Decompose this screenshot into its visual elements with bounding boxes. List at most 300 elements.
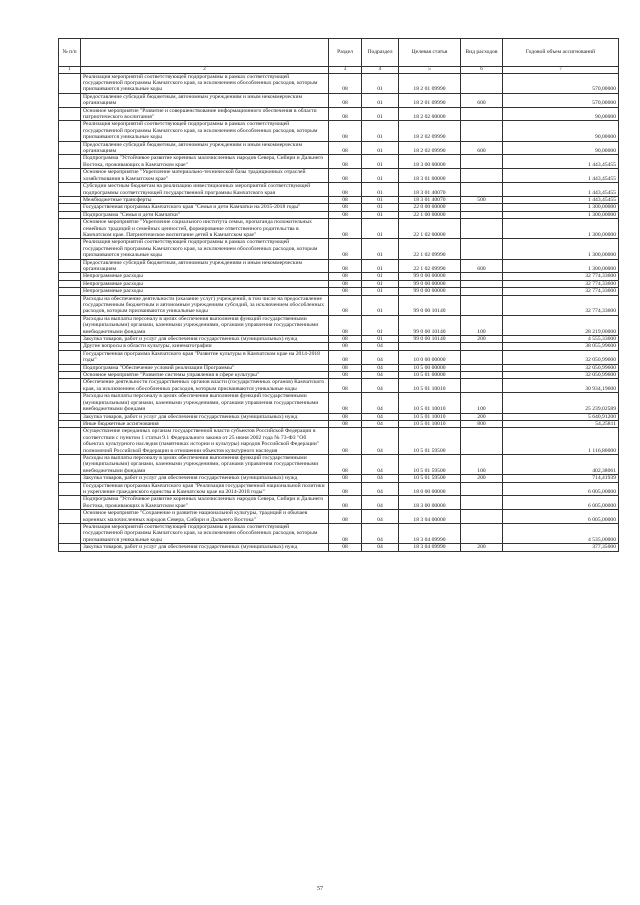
target-article-code: 18 0 00 00000 bbox=[399, 482, 461, 496]
expense-type-code bbox=[461, 211, 503, 218]
target-article-code: 18 2 01 09990 bbox=[399, 73, 461, 93]
target-article-code: 99 0 00 10140 bbox=[399, 295, 461, 315]
expense-name: Межбюджетные трансферты bbox=[81, 196, 329, 203]
expense-name: Основное мероприятие "Укрепление материально-технической базы традиционных отраслей хозяйствования в Камчатском крае" bbox=[81, 169, 329, 183]
podrazdel-code: 01 bbox=[362, 169, 399, 183]
podrazdel-code: 04 bbox=[362, 413, 399, 420]
column-number: 7 bbox=[503, 67, 619, 74]
expense-name: Другие вопросы в области культуры, кинематографии bbox=[81, 343, 329, 350]
row-number bbox=[59, 196, 81, 203]
podrazdel-code: 01 bbox=[362, 219, 399, 239]
header-sum: Годовой объем ассигнований bbox=[503, 39, 619, 67]
expense-name: Подпрограмма "Устойчивое развитие коренных малочисленных народов Севера, Сибири и Дальнего Востока, проживающих в Камчатском крае" bbox=[81, 496, 329, 510]
budget-table bbox=[58, 38, 619, 552]
table-row bbox=[59, 259, 619, 273]
table-row bbox=[59, 73, 619, 93]
table-row bbox=[59, 524, 619, 544]
row-number bbox=[59, 93, 81, 107]
expense-type-code: 100 bbox=[461, 393, 503, 413]
podrazdel-code: 01 bbox=[362, 183, 399, 197]
expense-type-code bbox=[461, 219, 503, 239]
expense-type-code bbox=[461, 155, 503, 169]
target-article-code: 18 3 04 00000 bbox=[399, 510, 461, 524]
row-number bbox=[59, 524, 81, 544]
row-number bbox=[59, 420, 81, 427]
table-row bbox=[59, 428, 619, 455]
expense-name: Предоставление субсидий бюджетным, автономным учреждениям и иным некоммерческим организациям bbox=[81, 259, 329, 273]
row-number bbox=[59, 350, 81, 364]
podrazdel-code: 01 bbox=[362, 315, 399, 335]
podrazdel-code: 01 bbox=[362, 211, 399, 218]
expense-name: Непрограммные расходы bbox=[81, 273, 329, 280]
razdel-code: 08 bbox=[329, 336, 362, 343]
expense-name: Государственная программа Камчатского края "Семья и дети Камчатки на 2015-2018 годы" bbox=[81, 204, 329, 211]
razdel-code: 08 bbox=[329, 364, 362, 371]
expense-type-code bbox=[461, 239, 503, 259]
razdel-code: 08 bbox=[329, 544, 362, 551]
expense-type-code bbox=[461, 364, 503, 371]
target-article-code: 18 2 02 00000 bbox=[399, 107, 461, 121]
row-number bbox=[59, 454, 81, 474]
table-row bbox=[59, 379, 619, 393]
expense-name: Реализация мероприятий соответствующей подпрограммы в рамках соответствующей государственной программы Камчатского края, за исключением обособленных расходов, которым присваиваются уникальные коды bbox=[81, 524, 329, 544]
razdel-code: 08 bbox=[329, 219, 362, 239]
expense-type-code bbox=[461, 350, 503, 364]
expense-type-code bbox=[461, 121, 503, 141]
row-number bbox=[59, 155, 81, 169]
row-number bbox=[59, 475, 81, 482]
table-row bbox=[59, 196, 619, 203]
podrazdel-code: 01 bbox=[362, 73, 399, 93]
podrazdel-code: 01 bbox=[362, 121, 399, 141]
row-number bbox=[59, 204, 81, 211]
allocation-amount: 25 239,02589 bbox=[503, 393, 619, 413]
allocation-amount: 1 116,80000 bbox=[503, 428, 619, 455]
expense-name: Основное мероприятие "Укрепление социального института семьи, пропаганда положительных семейных традиций и семейных ценностей, формирование ответственного родительства в Камчатском крае. Патриотическое воспитание детей в Камчатском крае" bbox=[81, 219, 329, 239]
podrazdel-code: 04 bbox=[362, 350, 399, 364]
expense-type-code bbox=[461, 510, 503, 524]
table-row bbox=[59, 315, 619, 335]
expense-type-code bbox=[461, 73, 503, 93]
podrazdel-code: 04 bbox=[362, 364, 399, 371]
row-number bbox=[59, 428, 81, 455]
expense-type-code bbox=[461, 169, 503, 183]
expense-type-code bbox=[461, 428, 503, 455]
row-number bbox=[59, 280, 81, 287]
expense-type-code: 100 bbox=[461, 454, 503, 474]
row-number bbox=[59, 336, 81, 343]
table-row bbox=[59, 420, 619, 427]
expense-name: Расходы на выплаты персоналу в целях обеспечения выполнения функций государственными (муниципальными) органами, казенными учреждениями, органами управления государственными внебюджетными фондами bbox=[81, 315, 329, 335]
allocation-amount: 32 774,33600 bbox=[503, 280, 619, 287]
row-number bbox=[59, 211, 81, 218]
table-row bbox=[59, 475, 619, 482]
table-row bbox=[59, 510, 619, 524]
table-row bbox=[59, 413, 619, 420]
allocation-amount: 32 774,33600 bbox=[503, 295, 619, 315]
podrazdel-code: 04 bbox=[362, 482, 399, 496]
expense-name: Субсидии местным бюджетам на реализацию инвестиционных мероприятий соответствующей подпрограммы соответствующей государственной программы Камчатского края bbox=[81, 183, 329, 197]
expense-type-code: 600 bbox=[461, 141, 503, 155]
razdel-code: 08 bbox=[329, 239, 362, 259]
allocation-amount: 28 219,00000 bbox=[503, 315, 619, 335]
header-podrazdel: Подраздел bbox=[362, 39, 399, 67]
expense-name: Подпрограмма "Устойчивое развитие коренных малочисленных народов Севера, Сибири и Дальнего Востока, проживающих в Камчатском крае" bbox=[81, 155, 329, 169]
row-number bbox=[59, 259, 81, 273]
table-row bbox=[59, 121, 619, 141]
expense-type-code: 200 bbox=[461, 544, 503, 551]
target-article-code bbox=[399, 343, 461, 350]
target-article-code: 18 3 00 00000 bbox=[399, 496, 461, 510]
expense-name: Расходы на выплаты персоналу в целях обеспечения выполнения функций государственными (муниципальными) органами, казенными учреждениями, органами управления государственными внебюджетными фондами bbox=[81, 454, 329, 474]
podrazdel-code: 04 bbox=[362, 496, 399, 510]
razdel-code: 08 bbox=[329, 393, 362, 413]
target-article-code: 99 0 00 00000 bbox=[399, 273, 461, 280]
target-article-code: 99 0 00 10140 bbox=[399, 315, 461, 335]
target-article-code: 99 0 00 00000 bbox=[399, 288, 461, 295]
expense-type-code bbox=[461, 204, 503, 211]
expense-type-code: 200 bbox=[461, 336, 503, 343]
expense-type-code bbox=[461, 295, 503, 315]
table-row bbox=[59, 482, 619, 496]
podrazdel-code: 04 bbox=[362, 454, 399, 474]
allocation-amount: 1 443,45455 bbox=[503, 196, 619, 203]
row-number bbox=[59, 169, 81, 183]
expense-name: Основное мероприятие "Сохранение и развитие национальной культуры, традиций и обычаев коренных малочисленных народов Севера, Сибири и Дальнего Востока" bbox=[81, 510, 329, 524]
expense-name: Государственная программа Камчатского края "Развитие культуры в Камчатском крае на 2014-2018 годы" bbox=[81, 350, 329, 364]
podrazdel-code: 01 bbox=[362, 93, 399, 107]
allocation-amount: 32 050,99600 bbox=[503, 372, 619, 379]
column-number-row bbox=[59, 67, 619, 74]
expense-name: Реализация мероприятий соответствующей подпрограммы в рамках соответствующей государственной программы Камчатского края, за исключением обособленных расходов, которым присваиваются уникальные коды bbox=[81, 73, 329, 93]
expense-type-code bbox=[461, 372, 503, 379]
allocation-amount: 1 443,45455 bbox=[503, 155, 619, 169]
table-header bbox=[59, 39, 619, 74]
podrazdel-code: 01 bbox=[362, 295, 399, 315]
expense-name: Государственная программа Камчатского края "Реализация государственной национальной политики и укрепление гражданского единства в Камчатском крае на 2014-2018 годы" bbox=[81, 482, 329, 496]
column-number: 4 bbox=[362, 67, 399, 74]
allocation-amount: 32 050,99600 bbox=[503, 350, 619, 364]
razdel-code: 08 bbox=[329, 343, 362, 350]
row-number bbox=[59, 73, 81, 93]
expense-type-code: 200 bbox=[461, 475, 503, 482]
expense-name: Непрограммные расходы bbox=[81, 288, 329, 295]
expense-name: Предоставление субсидий бюджетным, автономным учреждениям и иным некоммерческим организациям bbox=[81, 93, 329, 107]
table-row bbox=[59, 544, 619, 551]
row-number bbox=[59, 295, 81, 315]
razdel-code: 08 bbox=[329, 196, 362, 203]
razdel-code: 08 bbox=[329, 273, 362, 280]
razdel-code: 08 bbox=[329, 211, 362, 218]
razdel-code: 08 bbox=[329, 350, 362, 364]
target-article-code: 18 3 01 40070 bbox=[399, 183, 461, 197]
expense-type-code bbox=[461, 183, 503, 197]
expense-type-code bbox=[461, 107, 503, 121]
row-number bbox=[59, 141, 81, 155]
podrazdel-code: 04 bbox=[362, 524, 399, 544]
expense-type-code bbox=[461, 379, 503, 393]
table-row bbox=[59, 336, 619, 343]
target-article-code: 10 5 01 59500 bbox=[399, 428, 461, 455]
allocation-amount: 1 300,00000 bbox=[503, 211, 619, 218]
allocation-amount: 1 443,45455 bbox=[503, 183, 619, 197]
target-article-code: 22 1 02 09990 bbox=[399, 259, 461, 273]
table-row bbox=[59, 372, 619, 379]
expense-name: Непрограммные расходы bbox=[81, 280, 329, 287]
target-article-code: 18 3 01 00000 bbox=[399, 169, 461, 183]
podrazdel-code: 01 bbox=[362, 239, 399, 259]
table-row bbox=[59, 169, 619, 183]
table-row bbox=[59, 239, 619, 259]
podrazdel-code: 04 bbox=[362, 475, 399, 482]
podrazdel-code: 04 bbox=[362, 544, 399, 551]
row-number bbox=[59, 219, 81, 239]
row-number bbox=[59, 510, 81, 524]
expense-type-code: 200 bbox=[461, 413, 503, 420]
razdel-code: 08 bbox=[329, 280, 362, 287]
table-row bbox=[59, 393, 619, 413]
header-vr: Вид расходов bbox=[461, 39, 503, 67]
razdel-code: 08 bbox=[329, 288, 362, 295]
row-number bbox=[59, 364, 81, 371]
row-number bbox=[59, 496, 81, 510]
expense-type-code bbox=[461, 496, 503, 510]
podrazdel-code: 04 bbox=[362, 393, 399, 413]
expense-name: Закупка товаров, работ и услуг для обеспечения государственных (муниципальных) нужд bbox=[81, 413, 329, 420]
razdel-code: 08 bbox=[329, 315, 362, 335]
razdel-code: 08 bbox=[329, 379, 362, 393]
expense-type-code bbox=[461, 482, 503, 496]
row-number bbox=[59, 239, 81, 259]
podrazdel-code: 04 bbox=[362, 372, 399, 379]
expense-type-code bbox=[461, 288, 503, 295]
allocation-amount: 6 005,00000 bbox=[503, 496, 619, 510]
podrazdel-code: 01 bbox=[362, 280, 399, 287]
expense-name: Реализация мероприятий соответствующей подпрограммы в рамках соответствующей государственной программы Камчатского края, за исключением обособленных расходов, которым присваиваются уникальные коды bbox=[81, 239, 329, 259]
expense-name: Предоставление субсидий бюджетным, автономным учреждениям и иным некоммерческим организациям bbox=[81, 141, 329, 155]
table-row bbox=[59, 204, 619, 211]
expense-name: Расходы на обеспечение деятельности (оказание услуг) учреждений, в том числе на предоставление государственным бюджетным и автономным учреждениям субсидий, за исключением обособленных расходов, которым присваиваются уникальные коды bbox=[81, 295, 329, 315]
column-number: 2 bbox=[81, 67, 329, 74]
razdel-code: 08 bbox=[329, 183, 362, 197]
table-row bbox=[59, 496, 619, 510]
allocation-amount: 6 005,00000 bbox=[503, 510, 619, 524]
expense-name: Расходы на выплаты персоналу в целях обеспечения выполнения функций государственными (муниципальными) органами, казенными учреждениями, органами управления государственными внебюджетными фондами bbox=[81, 393, 329, 413]
row-number bbox=[59, 544, 81, 551]
target-article-code: 18 3 00 00000 bbox=[399, 155, 461, 169]
table-row bbox=[59, 454, 619, 474]
allocation-amount: 570,00000 bbox=[503, 93, 619, 107]
target-article-code: 10 5 00 00000 bbox=[399, 364, 461, 371]
allocation-amount: 570,00000 bbox=[503, 73, 619, 93]
target-article-code: 18 3 04 09990 bbox=[399, 524, 461, 544]
razdel-code: 08 bbox=[329, 420, 362, 427]
razdel-code: 08 bbox=[329, 475, 362, 482]
header-num: № п/п bbox=[59, 39, 81, 67]
podrazdel-code: 04 bbox=[362, 343, 399, 350]
expense-name: Закупка товаров, работ и услуг для обеспечения государственных (муниципальных) нужд bbox=[81, 336, 329, 343]
razdel-code: 08 bbox=[329, 73, 362, 93]
header-razdel: Раздел bbox=[329, 39, 362, 67]
table-row bbox=[59, 93, 619, 107]
razdel-code: 08 bbox=[329, 141, 362, 155]
allocation-amount: 54,25811 bbox=[503, 420, 619, 427]
target-article-code: 99 0 00 10140 bbox=[399, 336, 461, 343]
target-article-code: 22 1 02 09990 bbox=[399, 239, 461, 259]
allocation-amount: 4 535,00000 bbox=[503, 524, 619, 544]
row-number bbox=[59, 372, 81, 379]
podrazdel-code: 01 bbox=[362, 107, 399, 121]
razdel-code: 08 bbox=[329, 413, 362, 420]
allocation-amount: 377,35000 bbox=[503, 544, 619, 551]
column-number: 5 bbox=[399, 67, 461, 74]
allocation-amount: 714,41939 bbox=[503, 475, 619, 482]
expense-type-code: 500 bbox=[461, 196, 503, 203]
target-article-code: 10 5 01 59500 bbox=[399, 475, 461, 482]
header-name bbox=[81, 39, 329, 67]
row-number bbox=[59, 107, 81, 121]
column-number: 3 bbox=[329, 67, 362, 74]
table-row bbox=[59, 273, 619, 280]
target-article-code: 18 2 02 09990 bbox=[399, 141, 461, 155]
expense-name: Основное мероприятие "Развитие системы управления в сфере культуры" bbox=[81, 372, 329, 379]
row-number bbox=[59, 482, 81, 496]
row-number bbox=[59, 379, 81, 393]
row-number bbox=[59, 343, 81, 350]
allocation-amount: 30 934,19600 bbox=[503, 379, 619, 393]
podrazdel-code: 01 bbox=[362, 288, 399, 295]
row-number bbox=[59, 393, 81, 413]
expense-name: Подпрограмма "Обеспечение условий реализации Программы" bbox=[81, 364, 329, 371]
target-article-code: 10 5 01 10010 bbox=[399, 379, 461, 393]
expense-name: Подпрограмма "Семья и дети Камчатки" bbox=[81, 211, 329, 218]
podrazdel-code: 04 bbox=[362, 420, 399, 427]
expense-type-code: 800 bbox=[461, 420, 503, 427]
podrazdel-code: 01 bbox=[362, 336, 399, 343]
row-number bbox=[59, 183, 81, 197]
razdel-code: 08 bbox=[329, 524, 362, 544]
expense-name: Закупка товаров, работ и услуг для обеспечения государственных (муниципальных) нужд bbox=[81, 544, 329, 551]
target-article-code: 10 5 01 59500 bbox=[399, 454, 461, 474]
allocation-amount: 32 774,33600 bbox=[503, 273, 619, 280]
razdel-code: 08 bbox=[329, 428, 362, 455]
podrazdel-code: 01 bbox=[362, 204, 399, 211]
target-article-code: 18 2 02 09990 bbox=[399, 121, 461, 141]
expense-name: Обеспечение деятельности государственных органов власти (государственных органов) Камчатского края, за исключением обособленных расходов, которым присваиваются уникальные коды bbox=[81, 379, 329, 393]
row-number bbox=[59, 288, 81, 295]
razdel-code: 08 bbox=[329, 204, 362, 211]
allocation-amount: 32 774,33600 bbox=[503, 288, 619, 295]
target-article-code: 18 2 01 09990 bbox=[399, 93, 461, 107]
target-article-code: 10 5 01 10010 bbox=[399, 413, 461, 420]
row-number bbox=[59, 273, 81, 280]
podrazdel-code: 04 bbox=[362, 510, 399, 524]
expense-type-code bbox=[461, 524, 503, 544]
razdel-code: 08 bbox=[329, 93, 362, 107]
target-article-code: 10 0 00 00000 bbox=[399, 350, 461, 364]
razdel-code: 08 bbox=[329, 121, 362, 141]
expense-name: Иные бюджетные ассигнования bbox=[81, 420, 329, 427]
allocation-amount: 1 300,00000 bbox=[503, 219, 619, 239]
table-row bbox=[59, 183, 619, 197]
expense-type-code bbox=[461, 343, 503, 350]
razdel-code: 08 bbox=[329, 107, 362, 121]
column-number: 6 bbox=[461, 67, 503, 74]
allocation-amount: 6 005,00000 bbox=[503, 482, 619, 496]
razdel-code: 08 bbox=[329, 259, 362, 273]
expense-name: Реализация мероприятий соответствующей подпрограммы в рамках соответствующей государственной программы Камчатского края, за исключением обособленных расходов, которым присваиваются уникальные коды bbox=[81, 121, 329, 141]
table-row bbox=[59, 141, 619, 155]
allocation-amount: 5 640,91200 bbox=[503, 413, 619, 420]
razdel-code: 08 bbox=[329, 295, 362, 315]
expense-type-code bbox=[461, 273, 503, 280]
allocation-amount: 90,00000 bbox=[503, 141, 619, 155]
table-row bbox=[59, 350, 619, 364]
allocation-amount: 32 050,99600 bbox=[503, 364, 619, 371]
allocation-amount: 1 300,00000 bbox=[503, 259, 619, 273]
allocation-amount: 90,00000 bbox=[503, 107, 619, 121]
page-number: 57 bbox=[317, 886, 323, 892]
podrazdel-code: 01 bbox=[362, 259, 399, 273]
podrazdel-code: 01 bbox=[362, 141, 399, 155]
target-article-code: 18 3 01 40070 bbox=[399, 196, 461, 203]
razdel-code: 08 bbox=[329, 496, 362, 510]
target-article-code: 10 5 01 10010 bbox=[399, 393, 461, 413]
razdel-code: 08 bbox=[329, 372, 362, 379]
table-row bbox=[59, 219, 619, 239]
podrazdel-code: 04 bbox=[362, 428, 399, 455]
razdel-code: 08 bbox=[329, 482, 362, 496]
table-row bbox=[59, 364, 619, 371]
row-number bbox=[59, 315, 81, 335]
table-row bbox=[59, 343, 619, 350]
podrazdel-code: 01 bbox=[362, 155, 399, 169]
target-article-code: 22 0 00 00000 bbox=[399, 204, 461, 211]
table-row bbox=[59, 107, 619, 121]
expense-type-code: 600 bbox=[461, 93, 503, 107]
expense-name: Закупка товаров, работ и услуг для обеспечения государственных (муниципальных) нужд bbox=[81, 475, 329, 482]
table-row bbox=[59, 280, 619, 287]
allocation-amount: 1 300,00000 bbox=[503, 239, 619, 259]
target-article-code: 22 1 00 00000 bbox=[399, 211, 461, 218]
podrazdel-code: 01 bbox=[362, 273, 399, 280]
target-article-code: 18 3 04 09990 bbox=[399, 544, 461, 551]
podrazdel-code: 01 bbox=[362, 196, 399, 203]
expense-name: Осуществление переданных органам государственной власти субъектов Российской Федерации в соответствии с пунктом 1 статьи 9.1 Федерального закона от 25 июня 2002 года № 73-ФЗ "Об объектах культурного наследия (памятниках истории и культуры) народов Российской Федерации" полномочий Российской Федерации в отношении объектов культурного наследия bbox=[81, 428, 329, 455]
table-body bbox=[59, 73, 619, 551]
expense-type-code: 600 bbox=[461, 259, 503, 273]
table-row bbox=[59, 211, 619, 218]
allocation-amount: 90,00000 bbox=[503, 121, 619, 141]
allocation-amount: 4 555,33600 bbox=[503, 336, 619, 343]
column-number: 1 bbox=[59, 67, 81, 74]
target-article-code: 22 1 02 00000 bbox=[399, 219, 461, 239]
header-csr: Целевая статья bbox=[399, 39, 461, 67]
razdel-code: 08 bbox=[329, 169, 362, 183]
allocation-amount: 1 443,45455 bbox=[503, 169, 619, 183]
row-number bbox=[59, 413, 81, 420]
table-row bbox=[59, 295, 619, 315]
row-number bbox=[59, 121, 81, 141]
expense-type-code: 100 bbox=[461, 315, 503, 335]
expense-name: Основное мероприятие "Развитие и совершенствование информационного обеспечения в области патриотического воспитания" bbox=[81, 107, 329, 121]
allocation-amount: 402,38061 bbox=[503, 454, 619, 474]
razdel-code: 08 bbox=[329, 454, 362, 474]
target-article-code: 10 5 01 00000 bbox=[399, 372, 461, 379]
expense-type-code bbox=[461, 280, 503, 287]
table-row bbox=[59, 288, 619, 295]
razdel-code: 08 bbox=[329, 510, 362, 524]
